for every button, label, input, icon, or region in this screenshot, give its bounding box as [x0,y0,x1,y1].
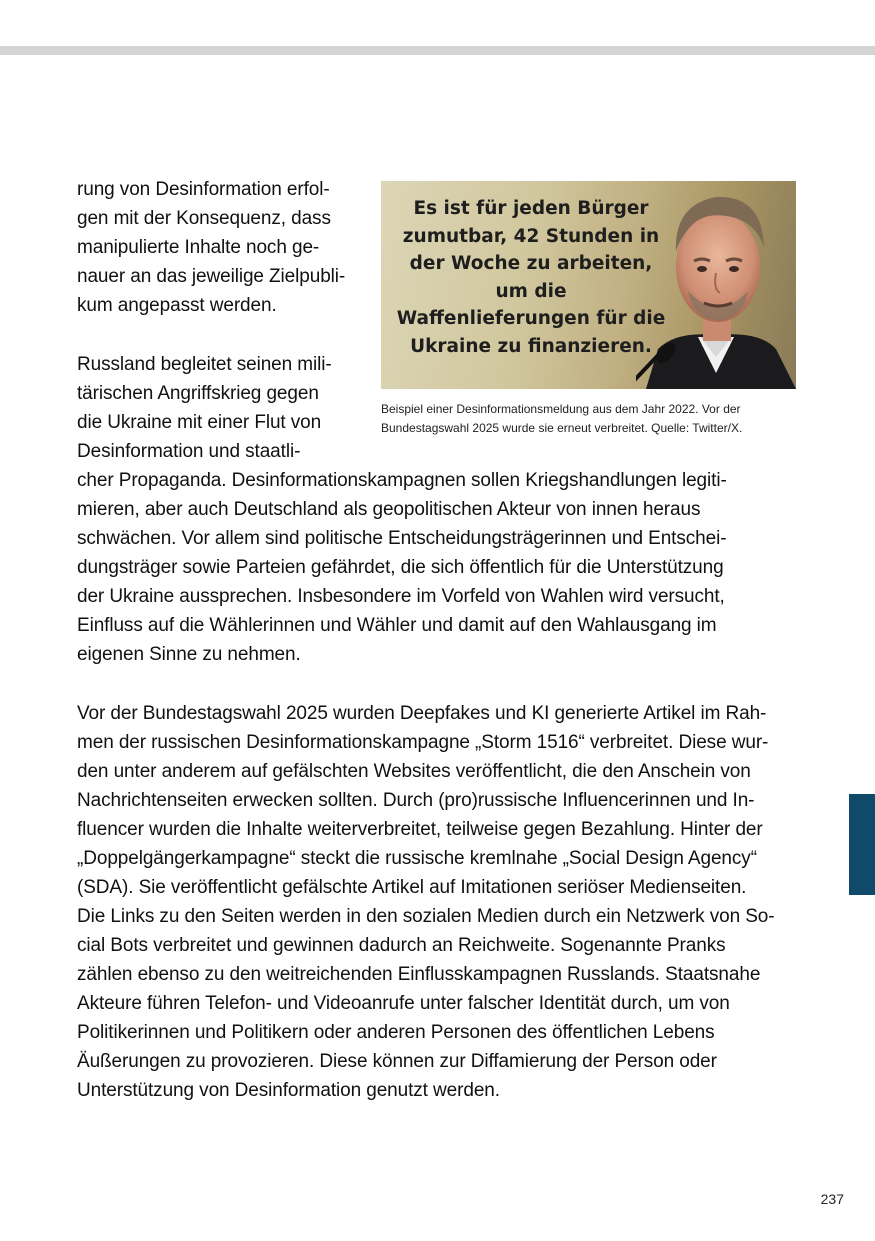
body-text-line: Vor der Bundestagswahl 2025 wurden Deepfakes und KI generierte Artikel im Rah- [77,703,767,724]
page-number: 237 [820,1191,844,1207]
caption-line: Bundestagswahl 2025 wurde sie erneut verbreitet. Quelle: Twitter/X. [381,421,743,435]
figure-caption [381,400,796,438]
body-text-line: zählen ebenso zu den weitreichenden Einflusskampagnen Russlands. Staatsnahe [77,964,761,985]
quote-line: um die [495,280,567,302]
body-text-line: Politikerinnen und Politikern oder anderen Personen des öffentlichen Lebens [77,1022,715,1043]
body-text-line: schwächen. Vor allem sind politische Entscheidungsträgerinnen und Entschei- [77,528,727,549]
body-text-line: fluencer wurden die Inhalte weiterverbreitet, teilweise gegen Bezahlung. Hinter der [77,819,763,840]
body-text-line: Die Links zu den Seiten werden in den sozialen Medien durch ein Netzwerk von So- [77,906,775,927]
body-text-line: nauer an das jeweilige Zielpubli- [77,266,346,287]
chapter-side-tab [849,794,875,895]
header-rule [0,46,875,55]
caption-line: Beispiel einer Desinformationsmeldung aus dem Jahr 2022. Vor der [381,402,741,416]
body-text-line: Akteure führen Telefon- und Videoanrufe unter falscher Identität durch, um von [77,993,730,1014]
body-text-line: kum angepasst werden. [77,295,277,316]
disinformation-example-figure [381,181,796,438]
body-text-line: manipulierte Inhalte noch ge- [77,237,320,258]
body-text-line: der Ukraine aussprechen. Insbesondere im Vorfeld von Wahlen wird versucht, [77,586,725,607]
body-text-line: mieren, aber auch Deutschland als geopolitischen Akteur von innen heraus [77,499,701,520]
quote-line: zumutbar, 42 Stunden in [402,225,660,247]
body-text-line: (SDA). Sie veröffentlicht gefälschte Artikel auf Imitationen seriöser Medienseiten. [77,877,747,898]
quote-line: Es ist für jeden Bürger [413,198,649,219]
body-text-line: cial Bots verbreitet und gewinnen dadurch an Reichweite. Sogenannte Pranks [77,935,726,956]
body-text-line: gen mit der Konsequenz, dass [77,208,331,229]
body-text-line: men der russischen Desinformationskampagne „Storm 1516“ verbreitet. Diese wur- [77,732,769,753]
quote-line: Waffenlieferungen für die [396,308,666,329]
body-text-line: cher Propaganda. Desinformationskampagnen sollen Kriegshandlungen legiti- [77,470,727,491]
quote-line: Ukraine zu finanzieren. [410,335,652,357]
body-text-line: „Doppelgängerkampagne“ steckt die russische kremlnahe „Social Design Agency“ [77,848,757,869]
body-text-line: Nachrichtenseiten erwecken sollten. Durch (pro)russische Influencerinnen und In- [77,790,755,811]
body-text-line: Desinformation und staatli- [77,441,301,462]
body-text-line: die Ukraine mit einer Flut von [77,412,322,433]
disinformation-meme-image [381,181,796,389]
body-text-line: dungsträger sowie Parteien gefährdet, die sich öffentlich für die Unterstützung [77,557,724,578]
body-text-line: Äußerungen zu provozieren. Diese können zur Diffamierung der Person oder [77,1051,717,1072]
meme-quote-text [381,195,681,360]
body-text-line: eigenen Sinne zu nehmen. [77,644,301,665]
body-text-line: Einfluss auf die Wählerinnen und Wähler und damit auf den Wahlausgang im [77,615,717,636]
body-text-line: rung von Desinformation erfol- [77,179,330,200]
body-text-line: den unter anderem auf gefälschten Websites veröffentlicht, die den Anschein von [77,761,751,782]
body-text-line: Russland begleitet seinen mili- [77,354,332,375]
body-text-line: Unterstützung von Desinformation genutzt werden. [77,1080,500,1101]
body-text-line: tärischen Angriffskrieg gegen [77,383,319,404]
quote-line: der Woche zu arbeiten, [409,253,653,274]
